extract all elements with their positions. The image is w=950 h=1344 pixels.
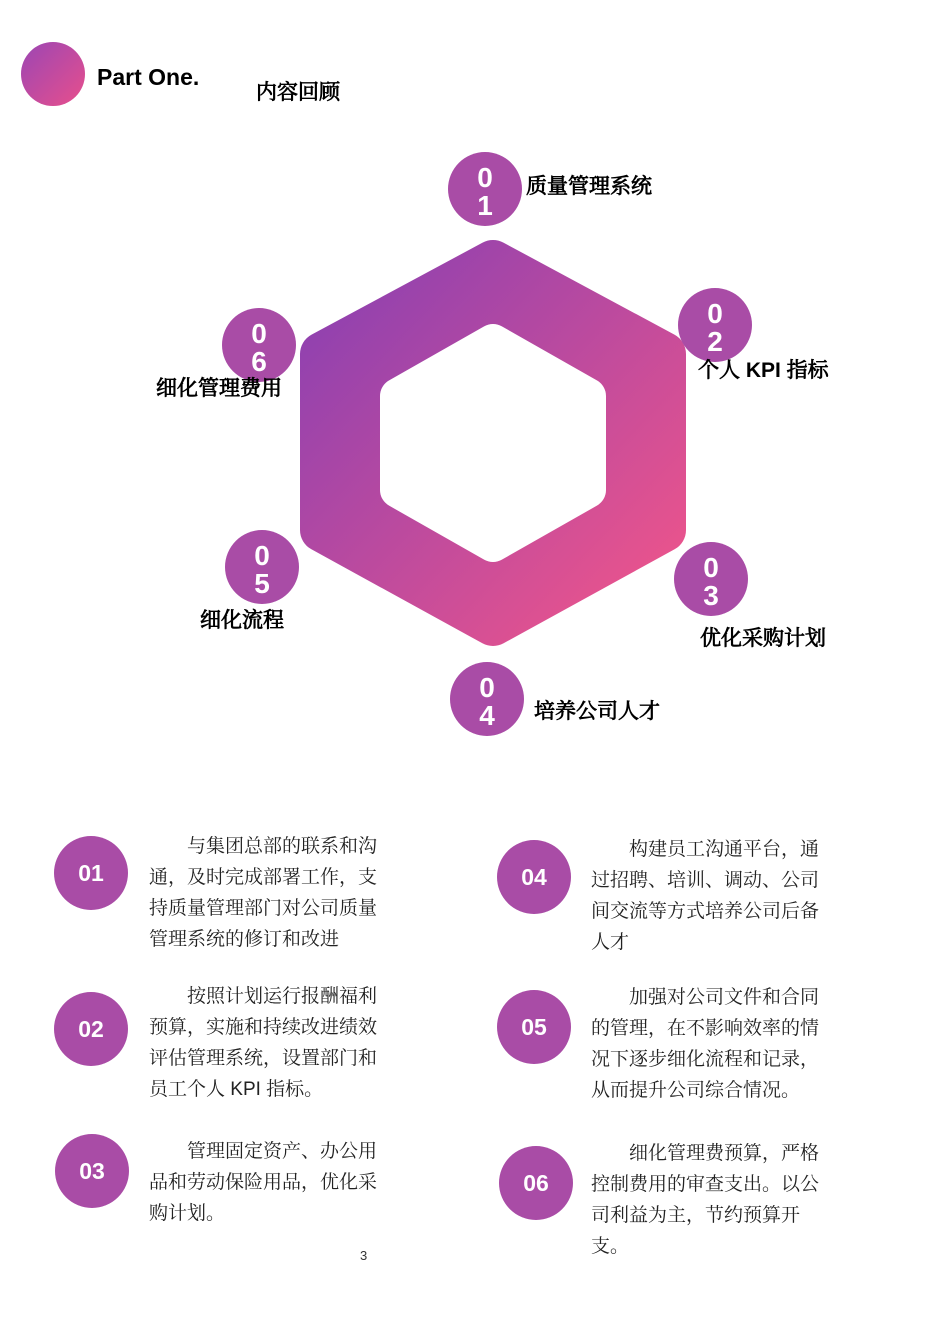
list-item-01-text: 与集团总部的联系和沟通，及时完成部署工作，支持质量管理部门对公司质量管理系统的修订和改进 [149,836,378,950]
list-item-02-text: 按照计划运行报酬福利预算，实施和持续改进绩效评估管理系统，设置部门和员工个人 KPI 指标。 [149,986,378,1100]
list-item-03-text: 管理固定资产、办公用品和劳动保险用品，优化采购计划。 [149,1141,378,1224]
node-03-label: 优化采购计划 [700,627,826,650]
list-item-02-bubble: 02 [54,992,128,1066]
hexagon-ring [290,230,696,656]
list-item-03-bubble: 03 [55,1134,129,1208]
node-03-bubble: 03 [674,542,748,616]
node-02-label: 个人 KPI 指标 [698,359,829,382]
node-05-label: 细化流程 [200,609,284,632]
list-item-05-text: 加强对公司文件和合同的管理，在不影响效率的情况下逐步细化流程和记录，从而提升公司综合情况。 [591,987,820,1101]
node-02-bubble: 02 [678,288,752,362]
part-title: Part One. [97,64,200,90]
list-item-06-bubble: 06 [499,1146,573,1220]
list-item-01-bubble: 01 [54,836,128,910]
section-title: 内容回顾 [256,81,340,104]
node-06-label: 细化管理费用 [156,377,282,400]
node-01-label: 质量管理系统 [526,175,652,198]
node-04-bubble: 04 [450,662,524,736]
list-item-04-text: 构建员工沟通平台，通过招聘、培训、调动、公司间交流等方式培养公司后备人才 [591,839,820,953]
list-item-06-text: 细化管理费预算，严格控制费用的审查支出。以公司利益为主，节约预算开支。 [591,1143,820,1257]
node-06-bubble: 06 [222,308,296,382]
node-05-bubble: 05 [225,530,299,604]
list-item-04-bubble: 04 [497,840,571,914]
node-01-bubble: 01 [448,152,522,226]
node-04-label: 培养公司人才 [534,700,660,723]
header-decoration-circle [21,42,85,106]
list-item-05-bubble: 05 [497,990,571,1064]
page-number: 3 [360,1248,368,1263]
